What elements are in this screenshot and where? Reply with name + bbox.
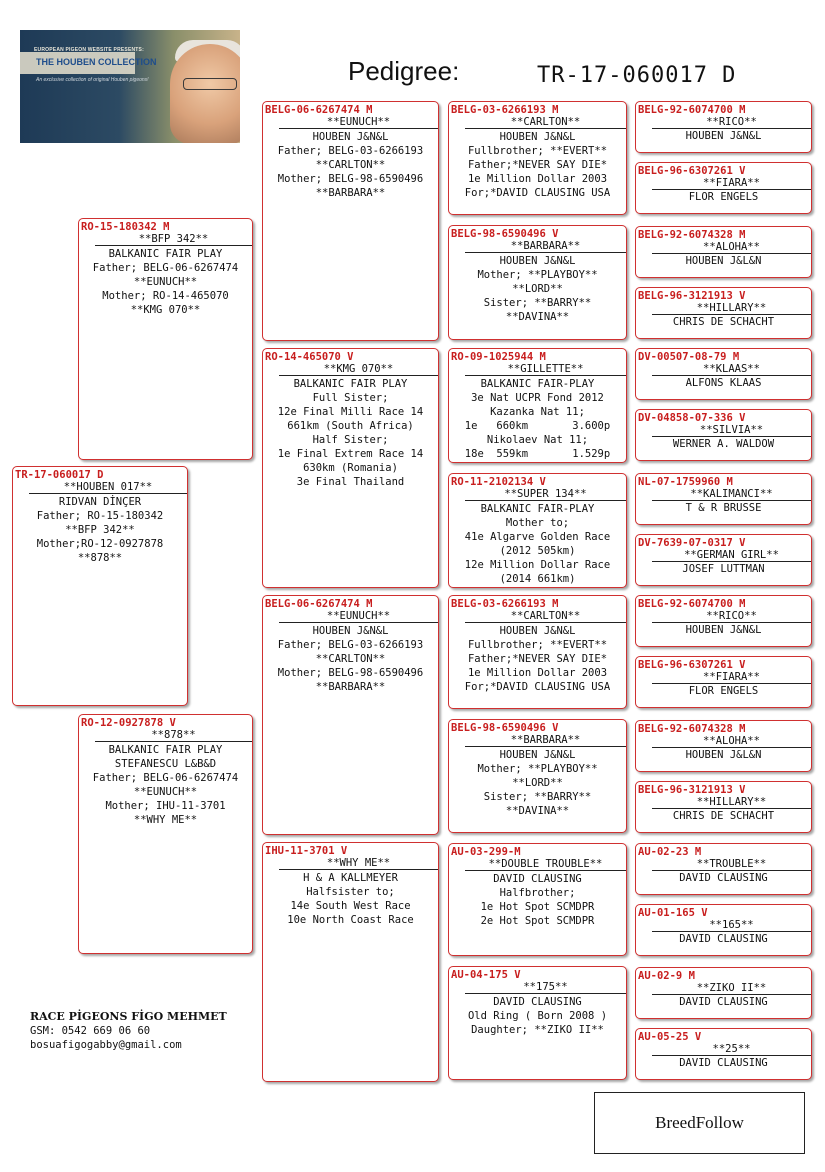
pigeon-name: **BARBARA** [465, 240, 626, 253]
card-body [449, 253, 626, 324]
ring-number: BELG-96-3121913 V [638, 784, 746, 796]
pedigree-label: Pedigree: [348, 56, 460, 86]
ring-number: BELG-92-6074328 M [638, 723, 746, 735]
card-line: Mother; BELG-98-6590496 [277, 173, 424, 185]
ancestor-card [635, 904, 812, 956]
logo-portrait-glasses [183, 78, 237, 90]
card-line: 1e Million Dollar 2003 [467, 173, 608, 185]
card-line: **EUNUCH** [133, 786, 198, 798]
pigeon-name: **GILLETTE** [465, 363, 626, 376]
ring-number: BELG-03-6266193 M [451, 104, 559, 116]
card-line: Mother; IHU-11-3701 [105, 800, 226, 812]
pigeon-name: **HILLARY** [652, 796, 811, 809]
pigeon-name: **175** [465, 981, 626, 994]
ring-number: AU-02-9 M [638, 970, 695, 982]
card-body [79, 742, 252, 827]
card-line: Sister; **BARRY** [483, 297, 592, 309]
breeder-name: RACE PİGEONS FİGO MEHMET [30, 1010, 227, 1023]
card-line: 10e North Coast Race [287, 914, 414, 926]
ring-number: BELG-98-6590496 V [451, 722, 559, 734]
card-line: **DAVINA** [505, 805, 570, 817]
card-line: CHRIS DE SCHACHT [672, 316, 775, 328]
pigeon-name: **TROUBLE** [652, 858, 811, 871]
great-grandparent-card [448, 101, 627, 215]
card-line: HOUBEN J&N&L [499, 131, 576, 143]
card-body [263, 870, 438, 927]
card-line: HOUBEN J&N&L [499, 625, 576, 637]
card-line: BALKANIC FAIR-PLAY [480, 378, 595, 390]
ring-number: AU-01-165 V [638, 907, 708, 919]
card-line: Mother to; [505, 517, 570, 529]
pigeon-name: **EUNUCH** [279, 610, 438, 623]
pigeon-name: **RICO** [652, 610, 811, 623]
great-grandparent-card [448, 348, 627, 463]
card-body [449, 994, 626, 1037]
logo-presenter: EUROPEAN PIGEON WEBSITE PRESENTS: [34, 47, 144, 53]
card-line: Halfsister to; [306, 886, 395, 898]
great-grandparent-card [448, 843, 627, 956]
card-body [263, 623, 438, 694]
ancestor-card [635, 967, 812, 1019]
pigeon-name: **RICO** [652, 116, 811, 129]
card-line: 1e 660km 3.600p [464, 420, 611, 432]
ring-number: BELG-96-3121913 V [638, 290, 746, 302]
card-line: T & R BRUSSE [685, 502, 762, 514]
pigeon-name: **FIARA** [652, 177, 811, 190]
card-body [449, 129, 626, 200]
card-line: **BFP 342** [65, 524, 135, 536]
ring-number: DV-00507-08-79 M [638, 351, 740, 363]
ring-number: NL-07-1759960 M [638, 476, 733, 488]
pedigree-ring-id: TR-17-060017 D [537, 63, 737, 88]
great-grandparent-card [448, 719, 627, 833]
breeder-phone: GSM: 0542 669 06 60 [30, 1025, 151, 1037]
card-line: **KMG 070** [130, 304, 201, 316]
grandparent-card [262, 101, 439, 341]
ring-number: DV-04858-07-336 V [638, 412, 746, 424]
card-line: DAVID CLAUSING [679, 872, 768, 884]
ring-number: RO-09-1025944 M [451, 351, 546, 363]
pigeon-name: **BARBARA** [465, 734, 626, 747]
grandparent-card [262, 348, 439, 588]
pigeon-name: **KLAAS** [652, 363, 811, 376]
card-line: Father;*NEVER SAY DIE* [467, 653, 608, 665]
ring-number: BELG-03-6266193 M [451, 598, 559, 610]
card-line: DAVID CLAUSING [679, 933, 768, 945]
ring-number: BELG-92-6074328 M [638, 229, 746, 241]
pigeon-name: **CARLTON** [465, 610, 626, 623]
card-line: Fullbrother; **EVERT** [467, 639, 608, 651]
card-line: **WHY ME** [133, 814, 198, 826]
card-line: **CARLTON** [315, 653, 386, 665]
ancestor-card [635, 409, 812, 461]
ancestor-card [635, 162, 812, 214]
card-line: Father; BELG-03-6266193 [277, 639, 424, 651]
ancestor-card [635, 101, 812, 153]
ancestor-card [635, 656, 812, 708]
card-line: **DAVINA** [505, 311, 570, 323]
card-line: DAVID CLAUSING [493, 873, 582, 885]
ancestor-card [635, 534, 812, 586]
pigeon-name: **ALOHA** [652, 735, 811, 748]
card-line: Sister; **BARRY** [483, 791, 592, 803]
card-line: 3e Nat UCPR Fond 2012 [471, 392, 604, 404]
card-body [263, 129, 438, 200]
card-line: 18e 559km 1.529p [464, 448, 611, 460]
card-line: Kazanka Nat 11; [490, 406, 585, 418]
card-line: 3e Final Thailand [296, 476, 405, 488]
card-line: Mother;RO-12-0927878 [36, 538, 164, 550]
card-line: 1e Million Dollar 2003 [467, 667, 608, 679]
ring-number: BELG-98-6590496 V [451, 228, 559, 240]
card-line: 12e Million Dollar Race [464, 559, 611, 571]
card-line: BALKANIC FAIR PLAY [293, 378, 408, 390]
card-line: BALKANIC FAIR PLAY [108, 744, 223, 756]
card-body [449, 501, 626, 586]
ring-number: DV-7639-07-0317 V [638, 537, 746, 549]
ring-number: BELG-06-6267474 M [265, 598, 373, 610]
card-line: **878** [77, 552, 123, 564]
card-line: FLOR ENGELS [688, 685, 759, 697]
logo-title: THE HOUBEN COLLECTION [36, 57, 157, 67]
pigeon-name: **FIARA** [652, 671, 811, 684]
pigeon-name: **HILLARY** [652, 302, 811, 315]
ring-number: BELG-92-6074700 M [638, 104, 746, 116]
card-body [263, 376, 438, 489]
pigeon-name: **25** [652, 1043, 811, 1056]
pigeon-name: **165** [652, 919, 811, 932]
ring-number: AU-05-25 V [638, 1031, 702, 1043]
card-line: CHRIS DE SCHACHT [672, 810, 775, 822]
card-line: (2014 661km) [499, 573, 576, 585]
ancestor-card [635, 781, 812, 833]
ring-number: BELG-96-6307261 V [638, 165, 746, 177]
logo-subtitle: An exclusive collection of original Houben pigeons! [36, 77, 149, 83]
pigeon-name: **BFP 342** [95, 233, 252, 246]
card-line: FLOR ENGELS [688, 191, 759, 203]
card-line: Full Sister; [312, 392, 389, 404]
breeder-email: bosuafigogabby@gmail.com [30, 1039, 182, 1051]
ring-number: IHU-11-3701 V [265, 845, 348, 857]
pigeon-name: **KALIMANCI** [652, 488, 811, 501]
card-line: ALFONS KLAAS [685, 377, 762, 389]
card-line: Old Ring ( Born 2008 ) [467, 1010, 608, 1022]
father-card [78, 218, 253, 460]
ancestor-card [635, 226, 812, 278]
card-line: Mother; RO-14-465070 [102, 290, 229, 302]
ancestor-card [635, 287, 812, 339]
ring-number: BELG-96-6307261 V [638, 659, 746, 671]
pigeon-name: **CARLTON** [465, 116, 626, 129]
great-grandparent-card [448, 473, 627, 588]
card-line: Half Sister; [312, 434, 389, 446]
card-body [449, 871, 626, 928]
card-line: DAVID CLAUSING [679, 1057, 768, 1069]
great-grandparent-card [448, 225, 627, 340]
card-line: For;*DAVID CLAUSING USA [464, 187, 611, 199]
ancestor-card [635, 595, 812, 647]
ancestor-card [635, 473, 812, 525]
ring-number: AU-02-23 M [638, 846, 702, 858]
card-line: Father; BELG-06-6267474 [92, 262, 239, 274]
card-line: Daughter; **ZIKO II** [471, 1024, 604, 1036]
card-line: HOUBEN J&N&L [312, 131, 389, 143]
card-line: **BARBARA** [315, 681, 386, 693]
card-body [449, 376, 626, 461]
logo-portrait [170, 44, 240, 143]
ancestor-card [635, 843, 812, 895]
mother-card [78, 714, 253, 954]
card-line: **EUNUCH** [133, 276, 198, 288]
card-line: HOUBEN J&N&L [685, 624, 762, 636]
ring-number: RO-15-180342 M [81, 221, 170, 233]
breeder-contact [30, 1010, 227, 1052]
ancestor-card [635, 348, 812, 400]
card-line: HOUBEN J&N&L [499, 749, 576, 761]
ancestor-card [635, 720, 812, 772]
ring-number: RO-11-2102134 V [451, 476, 546, 488]
card-line: **BARBARA** [315, 187, 386, 199]
pigeon-name: **ZIKO II** [652, 982, 811, 995]
card-line: **LORD** [512, 283, 563, 295]
card-line: 12e Final Milli Race 14 [277, 406, 424, 418]
ring-number: RO-14-465070 V [265, 351, 354, 363]
card-line: H & A KALLMEYER [303, 872, 398, 884]
ring-number: AU-03-299-M [451, 846, 521, 858]
card-line: WERNER A. WALDOW [672, 438, 775, 450]
grandparent-card [262, 595, 439, 835]
card-line: Father; BELG-06-6267474 [92, 772, 239, 784]
card-body [449, 623, 626, 694]
card-line: HOUBEN J&L&N [685, 749, 762, 761]
card-body [449, 747, 626, 818]
pigeon-name: **GERMAN GIRL** [652, 549, 811, 562]
pigeon-name: **DOUBLE TROUBLE** [465, 858, 626, 871]
card-line: 2e Hot Spot SCMDPR [480, 915, 595, 927]
card-line: Father;*NEVER SAY DIE* [467, 159, 608, 171]
card-line: BALKANIC FAIR PLAY [108, 248, 223, 260]
ring-number: TR-17-060017 D [15, 469, 104, 481]
card-line: STEFANESCU L&B&D [114, 758, 217, 770]
card-line: Father; BELG-03-6266193 [277, 145, 424, 157]
pigeon-name: **SUPER 134** [465, 488, 626, 501]
card-line: HOUBEN J&L&N [685, 255, 762, 267]
card-line: Mother; **PLAYBOY** [477, 763, 598, 775]
ring-number: BELG-06-6267474 M [265, 104, 373, 116]
breedfollow-brand: BreedFollow [594, 1092, 805, 1154]
card-line: HOUBEN J&N&L [499, 255, 576, 267]
card-line: Nikolaev Nat 11; [486, 434, 589, 446]
pigeon-name: **WHY ME** [279, 857, 438, 870]
card-line: DAVID CLAUSING [679, 996, 768, 1008]
card-line: 41e Algarve Golden Race [464, 531, 611, 543]
great-grandparent-card [448, 966, 627, 1080]
card-line: Mother; **PLAYBOY** [477, 269, 598, 281]
card-line: Halfbrother; [499, 887, 576, 899]
card-line: For;*DAVID CLAUSING USA [464, 681, 611, 693]
pigeon-name: **878** [95, 729, 252, 742]
ring-number: RO-12-0927878 V [81, 717, 176, 729]
ring-number: BELG-92-6074700 M [638, 598, 746, 610]
pigeon-name: **EUNUCH** [279, 116, 438, 129]
card-line: HOUBEN J&N&L [685, 130, 762, 142]
card-line: 630km (Romania) [303, 462, 398, 474]
card-line: BALKANIC FAIR-PLAY [480, 503, 595, 515]
card-body [13, 494, 187, 565]
card-line: (2012 505km) [499, 545, 576, 557]
card-line: Father; RO-15-180342 [36, 510, 164, 522]
card-line: **LORD** [512, 777, 563, 789]
card-body [79, 246, 252, 317]
ancestor-card [635, 1028, 812, 1080]
card-line: Fullbrother; **EVERT** [467, 145, 608, 157]
pigeon-name: **KMG 070** [279, 363, 438, 376]
card-line: 1e Final Extrem Race 14 [277, 448, 424, 460]
card-line: **CARLTON** [315, 159, 386, 171]
houben-collection-logo [20, 30, 240, 143]
card-line: JOSEF LUTTMAN [682, 563, 765, 575]
grandparent-card [262, 842, 439, 1082]
card-line: 14e South West Race [290, 900, 411, 912]
pigeon-name: **HOUBEN 017** [29, 481, 187, 494]
card-line: Mother; BELG-98-6590496 [277, 667, 424, 679]
pigeon-name: **SILVIA** [652, 424, 811, 437]
pigeon-name: **ALOHA** [652, 241, 811, 254]
card-line: RIDVAN DİNÇER [58, 496, 142, 508]
card-line: HOUBEN J&N&L [312, 625, 389, 637]
card-line: 1e Hot Spot SCMDPR [480, 901, 595, 913]
ring-number: AU-04-175 V [451, 969, 521, 981]
great-grandparent-card [448, 595, 627, 709]
card-line: 661km (South Africa) [287, 420, 414, 432]
subject-card [12, 466, 188, 706]
card-line: DAVID CLAUSING [493, 996, 582, 1008]
